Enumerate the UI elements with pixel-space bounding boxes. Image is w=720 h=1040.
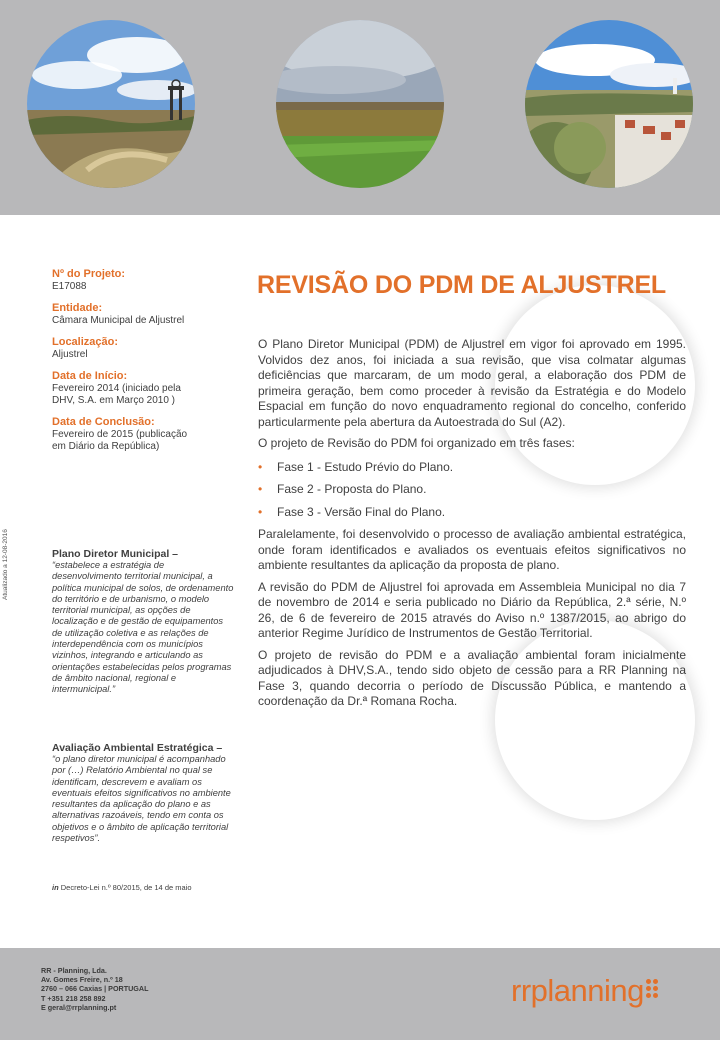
paragraph: O Plano Diretor Municipal (PDM) de Aljustrel em vigor foi aprovado em 1995. Volvidos dez anos, foi iniciada a sua revisão, que visa colmatar algumas deficiências que marcaram, de um modo geral, a elaboração dos PDM de primeira geração, bem como proceder à revisão da Estratégia e do Modelo Espacial em função do novo enquadramento regional do concelho, conferido particularmente pela abertura da Autoestrada do Sul (A2). xyxy=(258,337,686,429)
legal-source xyxy=(52,883,192,892)
page-title: REVISÃO DO PDM DE ALJUSTREL xyxy=(257,271,666,299)
meta-location xyxy=(52,336,237,361)
meta-label: Data de Início: xyxy=(52,370,128,382)
phase-list xyxy=(258,460,686,521)
logo-text: rrplanning xyxy=(511,973,644,1008)
meta-value: Câmara Municipal de Aljustrel xyxy=(52,315,185,326)
meta-label: Nº do Projeto: xyxy=(52,268,126,280)
meta-value: E17088 xyxy=(52,281,87,292)
definition-pdm xyxy=(52,548,234,696)
city: 2760 – 066 Caxias | PORTUGAL xyxy=(41,984,149,994)
phase-label: Fase 2 - Proposta do Plano. xyxy=(277,482,427,496)
meta-value: Fevereiro 2014 (iniciado pela DHV, S.A. em Março 2010 ) xyxy=(52,383,181,406)
definition-text: “estabelece a estratégia de desenvolvimento territorial municipal, a política municipal de solos, de ordenamento do território e de urbanismo, o modelo territorial municipal, as opções de localização e de gestão de equipamentos de utilização coletiva e as relações de interdependência com os municípios vizinhos, integrando e articulando as orientações estabelecidas pelos programas de âmbito nacional, regional e intermunicipal.” xyxy=(52,560,234,695)
paragraph: O projeto de Revisão do PDM foi organizado em três fases: xyxy=(258,436,575,450)
meta-project-number xyxy=(52,268,237,293)
project-meta-sidebar xyxy=(52,268,237,462)
list-item xyxy=(258,460,686,476)
definition-term: Avaliação Ambiental Estratégica – xyxy=(52,742,223,754)
list-item xyxy=(258,505,686,521)
meta-label: Data de Conclusão: xyxy=(52,416,155,428)
phase-label: Fase 3 - Versão Final do Plano. xyxy=(277,504,446,519)
meta-end-date xyxy=(52,416,237,453)
company-name: RR - Planning, Lda. xyxy=(41,966,107,975)
updated-note: Atualizado a 12-08-2016 xyxy=(2,529,9,600)
source-text: Decreto-Lei n.º 80/2015, de 14 de maio xyxy=(58,883,192,892)
meta-label: Entidade: xyxy=(52,302,103,314)
main-content xyxy=(258,337,686,716)
wheat-field-photo xyxy=(276,20,444,188)
bullet-icon: • xyxy=(258,482,263,496)
email[interactable]: E geral@rrplanning.pt xyxy=(41,1002,117,1012)
mine-landscape-photo xyxy=(27,20,195,188)
list-item xyxy=(258,482,686,498)
paragraph: Paralelamente, foi desenvolvido o processo de avaliação ambiental estratégica, onde foram identificados e avaliados os eventuais efeitos significativos no ambiente resultantes da aplicação da proposta de plano. xyxy=(258,527,686,572)
phase-label: Fase 1 - Estudo Prévio do Plano. xyxy=(277,459,454,474)
bullet-icon: • xyxy=(258,504,263,519)
paragraph: O projeto de revisão do PDM e a avaliação ambiental foram inicialmente adjudicados à DHV,S.A., tendo sido objeto de cessão para a RR Planning na Fase 3, quando decorria o período de Discussão Pública, e mantendo a coordenação da Dr.ª Romana Rocha. xyxy=(258,647,686,708)
definition-term: Plano Diretor Municipal – xyxy=(52,548,179,560)
logo-dots-icon xyxy=(646,979,658,998)
definition-text: “o plano diretor municipal é acompanhado por (…) Relatório Ambiental no qual se identificam, descrevem e avaliam os eventuais efeitos significativos no ambiente resultantes da aplicação do plano e as alternativas razoáveis, tendo em conta os objetivos e o âmbito de aplicação territorial respetivos”. xyxy=(52,754,231,844)
bullet-icon: • xyxy=(258,459,263,474)
paragraph: A revisão do PDM de Aljustrel foi aprovada em Assembleia Municipal no dia 7 de novembro de 2014 e seria publicado no Diário da República, 2.ª série, N.º 26, de 6 de fevereiro de 2015 através do Aviso n.º 1387/2015, ao abrigo do anterior Regime Jurídico de Instrumentos de Gestão Territorial. xyxy=(258,579,686,640)
meta-value: Fevereiro de 2015 (publicação em Diário da República) xyxy=(52,429,188,452)
street: Av. Gomes Freire, n.º 18 xyxy=(41,975,123,985)
company-address xyxy=(41,966,148,1012)
source-prefix: in xyxy=(52,883,59,892)
town-panorama-photo xyxy=(525,20,693,188)
meta-entity xyxy=(52,302,237,327)
meta-start-date xyxy=(52,370,237,407)
meta-label: Localização: xyxy=(52,336,119,348)
rrplanning-logo xyxy=(511,975,658,1015)
phone: T +351 218 258 892 xyxy=(41,993,106,1003)
definition-aae xyxy=(52,742,234,844)
meta-value: Aljustrel xyxy=(52,349,88,360)
